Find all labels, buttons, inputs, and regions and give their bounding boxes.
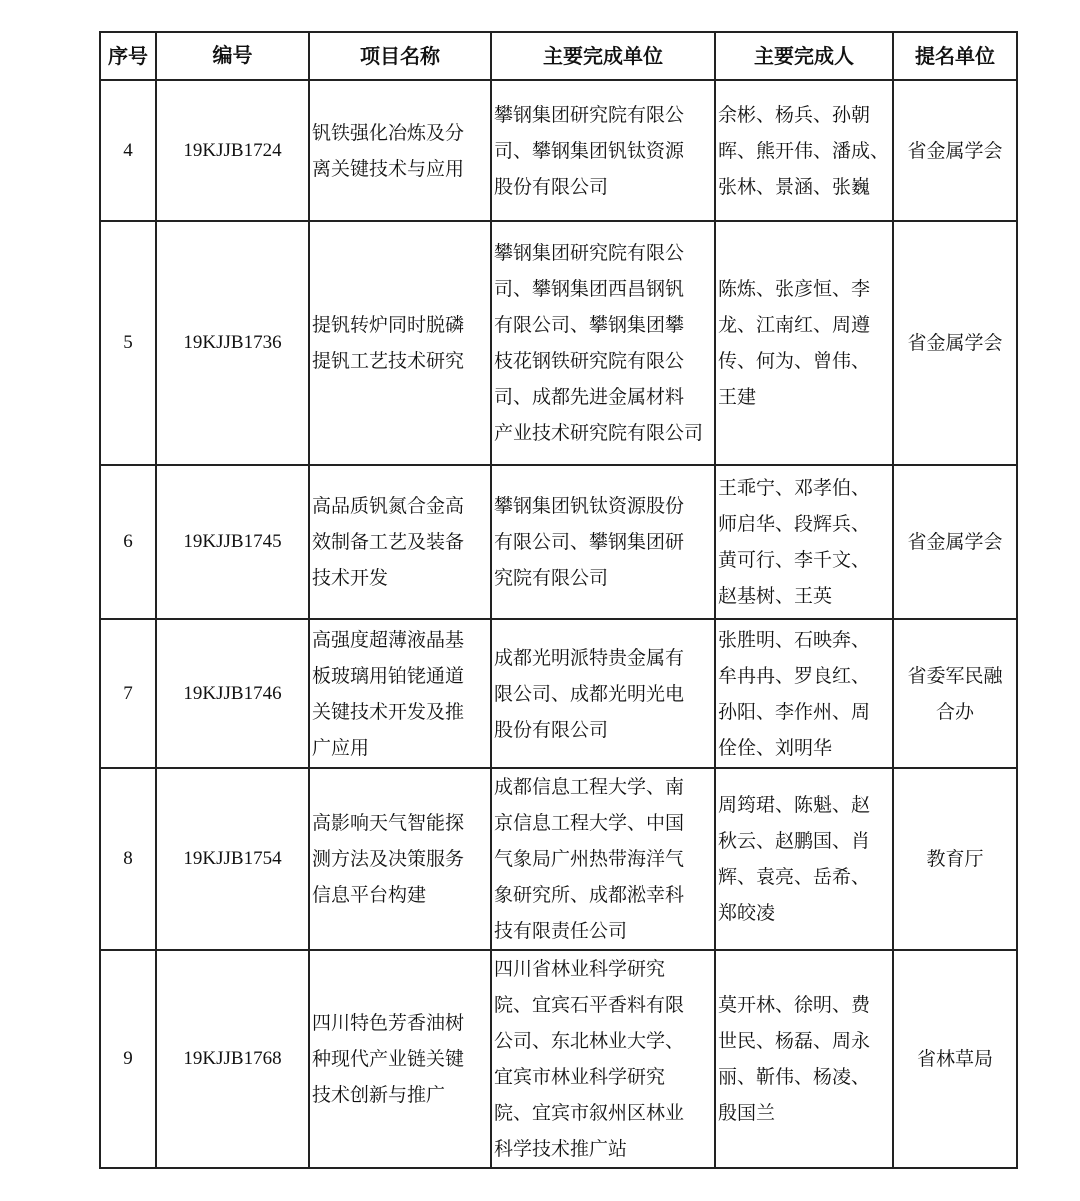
cell-code: 19KJJB1746	[156, 619, 309, 768]
cell-completing-persons-line: 黄可行、李千文、	[718, 549, 871, 571]
cell-project-name-line: 种现代产业链关键	[312, 1048, 465, 1070]
cell-completing-unit	[491, 80, 715, 221]
cell-completing-unit-line: 技有限责任公司	[494, 920, 628, 942]
cell-completing-persons-line: 孙阳、李作州、周	[718, 700, 871, 723]
cell-completing-persons-line: 辉、袁亮、岳希、	[718, 866, 871, 888]
cell-project-name	[309, 950, 491, 1168]
cell-completing-persons-line: 传、何为、曾伟、	[718, 350, 871, 372]
header-seq: 序号	[100, 32, 156, 80]
cell-nominator	[893, 465, 1017, 619]
cell-completing-persons-line: 师启华、段辉兵、	[718, 513, 871, 535]
cell-project-name-line: 高影响天气智能探	[312, 812, 465, 834]
cell-project-name-line: 关键技术开发及推	[312, 700, 465, 723]
cell-completing-persons-line: 张胜明、石映奔、	[718, 628, 871, 651]
cell-project-name-line: 信息平台构建	[312, 884, 427, 906]
cell-nominator-line: 省林草局	[916, 1048, 993, 1070]
cell-completing-persons-line: 张林、景涵、张巍	[718, 175, 871, 198]
cell-completing-unit-line: 四川省林业科学研究	[494, 958, 666, 980]
header-code: 编号	[156, 32, 309, 80]
cell-completing-unit-line: 公司、东北林业大学、	[494, 1030, 685, 1052]
cell-project-name-line: 提钒工艺技术研究	[312, 350, 465, 372]
cell-project-name-line: 板玻璃用铂铑通道	[312, 664, 465, 687]
cell-code: 19KJJB1736	[156, 221, 309, 465]
header-nominator: 提名单位	[893, 32, 1017, 80]
cell-project-name	[309, 465, 491, 619]
cell-completing-persons-line: 晖、熊开伟、潘成、	[718, 139, 890, 162]
cell-completing-unit-line: 有限公司、攀钢集团攀	[494, 314, 685, 336]
cell-completing-persons-line: 牟冉冉、罗良红、	[718, 664, 871, 687]
cell-completing-persons-line: 陈炼、张彦恒、李	[718, 278, 871, 300]
cell-completing-persons-line: 莫开林、徐明、费	[718, 994, 871, 1016]
cell-completing-unit-line: 有限公司、攀钢集团研	[494, 531, 685, 553]
cell-seq: 4	[100, 80, 156, 221]
cell-completing-unit-line: 成都信息工程大学、南	[494, 776, 685, 798]
cell-completing-unit-line: 限公司、成都光明光电	[494, 682, 685, 705]
awards-table	[99, 31, 1018, 1169]
cell-completing-persons-line: 佺佺、刘明华	[718, 736, 833, 759]
cell-completing-unit-line: 司、攀钢集团钒钛资源	[494, 139, 685, 162]
cell-nominator-line: 省委军民融	[907, 664, 1003, 687]
cell-completing-persons-line: 余彬、杨兵、孙朝	[718, 103, 871, 126]
cell-completing-unit-line: 宜宾市林业科学研究	[494, 1066, 666, 1088]
cell-nominator	[893, 768, 1017, 950]
cell-project-name-line: 高品质钒氮合金高	[312, 495, 465, 517]
cell-completing-unit-line: 产业技术研究院有限公司	[494, 422, 704, 444]
cell-seq: 8	[100, 768, 156, 950]
cell-code: 19KJJB1745	[156, 465, 309, 619]
cell-completing-persons	[715, 768, 893, 950]
cell-completing-unit	[491, 950, 715, 1168]
cell-completing-persons-line: 龙、江南红、周遵	[718, 314, 871, 336]
cell-completing-unit	[491, 768, 715, 950]
cell-project-name-line: 技术创新与推广	[312, 1084, 446, 1106]
cell-nominator-line: 教育厅	[926, 848, 984, 870]
cell-completing-persons-line: 世民、杨磊、周永	[718, 1030, 871, 1052]
cell-completing-persons-line: 郑皎凌	[718, 902, 776, 924]
cell-project-name-line: 技术开发	[312, 567, 389, 589]
cell-nominator	[893, 619, 1017, 768]
cell-completing-persons-line: 殷国兰	[718, 1102, 776, 1124]
cell-completing-persons-line: 秋云、赵鹏国、肖	[718, 830, 871, 852]
cell-completing-unit	[491, 619, 715, 768]
cell-nominator-line: 省金属学会	[907, 531, 1003, 553]
cell-project-name-line: 提钒转炉同时脱磷	[312, 314, 465, 336]
cell-completing-persons-line: 丽、靳伟、杨凌、	[718, 1066, 871, 1088]
cell-project-name-line: 高强度超薄液晶基	[312, 628, 465, 651]
cell-code: 19KJJB1754	[156, 768, 309, 950]
cell-completing-unit-line: 京信息工程大学、中国	[494, 812, 685, 834]
cell-code: 19KJJB1768	[156, 950, 309, 1168]
cell-project-name-line: 四川特色芳香油树	[312, 1012, 465, 1034]
cell-completing-persons-line: 王乖宁、邓孝伯、	[718, 477, 871, 499]
table-header-row	[100, 32, 1017, 80]
cell-project-name-line: 效制备工艺及装备	[312, 531, 465, 553]
cell-completing-unit-line: 院、宜宾市叙州区林业	[494, 1102, 685, 1124]
cell-seq: 6	[100, 465, 156, 619]
table-row	[100, 221, 1017, 465]
cell-completing-unit-line: 攀钢集团钒钛资源股份	[494, 495, 685, 517]
cell-completing-unit-line: 股份有限公司	[494, 175, 609, 198]
cell-completing-unit-line: 攀钢集团研究院有限公	[494, 242, 685, 264]
header-completing-persons: 主要完成人	[715, 32, 893, 80]
cell-project-name-line: 离关键技术与应用	[312, 157, 465, 180]
cell-completing-persons-line: 周筠珺、陈魁、赵	[718, 794, 871, 816]
cell-project-name-line: 钒铁强化冶炼及分	[312, 121, 465, 144]
table-body	[100, 80, 1017, 1168]
cell-completing-persons	[715, 80, 893, 221]
cell-completing-persons	[715, 950, 893, 1168]
cell-completing-persons-line: 赵基树、王英	[718, 585, 833, 607]
cell-project-name-line: 广应用	[312, 736, 370, 759]
table-row	[100, 950, 1017, 1168]
cell-seq: 5	[100, 221, 156, 465]
cell-seq: 9	[100, 950, 156, 1168]
table-row	[100, 465, 1017, 619]
cell-completing-unit-line: 成都光明派特贵金属有	[494, 646, 685, 669]
table-row	[100, 619, 1017, 768]
cell-project-name	[309, 619, 491, 768]
cell-completing-unit-line: 股份有限公司	[494, 718, 609, 741]
cell-code: 19KJJB1724	[156, 80, 309, 221]
cell-seq: 7	[100, 619, 156, 768]
cell-completing-unit-line: 司、成都先进金属材料	[494, 386, 685, 408]
cell-project-name	[309, 80, 491, 221]
cell-nominator	[893, 221, 1017, 465]
cell-completing-unit-line: 气象局广州热带海洋气	[494, 848, 685, 870]
cell-completing-unit-line: 科学技术推广站	[494, 1138, 628, 1160]
cell-completing-unit-line: 究院有限公司	[494, 567, 609, 589]
cell-nominator-line: 省金属学会	[907, 332, 1003, 354]
cell-completing-unit	[491, 221, 715, 465]
cell-completing-unit	[491, 465, 715, 619]
cell-nominator	[893, 950, 1017, 1168]
cell-completing-unit-line: 司、攀钢集团西昌钢钒	[494, 278, 685, 300]
table-row	[100, 768, 1017, 950]
cell-nominator	[893, 80, 1017, 221]
cell-completing-unit-line: 象研究所、成都淞幸科	[494, 884, 685, 906]
cell-completing-persons-line: 王建	[718, 386, 757, 408]
cell-completing-persons	[715, 221, 893, 465]
cell-completing-unit-line: 院、宜宾石平香料有限	[494, 994, 685, 1016]
cell-project-name	[309, 768, 491, 950]
cell-project-name-line: 测方法及决策服务	[312, 848, 465, 870]
cell-project-name	[309, 221, 491, 465]
cell-nominator-line: 合办	[935, 700, 974, 723]
header-project-name: 项目名称	[309, 32, 491, 80]
cell-completing-unit-line: 攀钢集团研究院有限公	[494, 103, 685, 126]
cell-completing-persons	[715, 465, 893, 619]
cell-nominator-line: 省金属学会	[907, 139, 1003, 162]
header-completing-unit: 主要完成单位	[491, 32, 715, 80]
table-row	[100, 80, 1017, 221]
cell-completing-persons	[715, 619, 893, 768]
cell-completing-unit-line: 枝花钢铁研究院有限公	[494, 350, 685, 372]
